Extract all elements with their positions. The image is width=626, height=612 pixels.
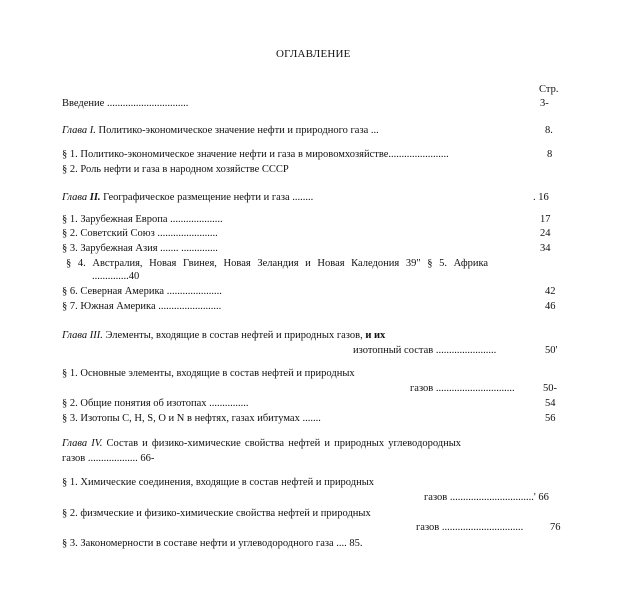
- toc-ch2-section-1-page: 17: [540, 214, 551, 225]
- toc-ch4-section-1: § 1. Химические соединения, входящие в состав нефтей и природных: [62, 477, 375, 488]
- page-title: ОГЛАВЛЕНИЕ: [276, 48, 351, 60]
- toc-intro: Введение ...............................: [62, 98, 189, 109]
- toc-ch3-section-2-page: 54: [545, 398, 556, 409]
- toc-intro-page: 3-: [540, 98, 549, 109]
- toc-chapter-4: Глава IV. Состав и физико-химические свойства нефтей и природных углеводородных: [62, 438, 462, 449]
- toc-chapter-4-line-2: газов ................... 66-: [62, 453, 155, 464]
- toc-chapter-3-page: 50': [545, 345, 558, 356]
- toc-ch2-section-6-page: 42: [545, 286, 556, 297]
- toc-chapter-2: Глава II. Географическое размещение нефти и газа ........: [62, 192, 314, 203]
- toc-ch2-section-7: § 7. Южная Америка ........................: [62, 301, 222, 312]
- toc-ch4-section-2: § 2. физмческие и физико-химические свойства нефтей и природных: [62, 508, 371, 519]
- toc-ch3-section-2: § 2. Общие понятия об изотопах ...............: [62, 398, 249, 409]
- toc-ch2-section-3: § 3. Зарубежная Азия ....... ..............: [62, 243, 218, 254]
- toc-ch1-section-1: § 1. Политико-экономическое значение нефти и газа в мировомхозяйстве.......................: [62, 149, 449, 160]
- toc-ch3-section-1-page: 50-: [543, 383, 557, 394]
- toc-ch2-section-7-page: 46: [545, 301, 556, 312]
- toc-ch3-section-1-line-2: газов ..............................: [410, 383, 515, 394]
- toc-ch2-section-6: § 6. Северная Америка .....................: [62, 286, 222, 297]
- toc-chapter-3: Глава III. Элементы, входящие в состав нефтей и природных газов, и их: [62, 330, 386, 341]
- toc-ch4-section-1-line-2: газов ................................' 66: [424, 492, 549, 503]
- toc-chapter-2-page: . 16: [533, 192, 549, 203]
- toc-ch2-section-3-page: 34: [540, 243, 551, 254]
- toc-ch2-section-4: § 4. Австралия, Новая Гвинея, Новая Зеландия и Новая Каледония 39" § 5. Африка: [66, 258, 489, 269]
- toc-ch2-section-2: § 2. Советский Союз .......................: [62, 228, 218, 239]
- toc-chapter-1: Глава I. Политико-экономическое значение нефти и природного газа ...: [62, 125, 379, 136]
- toc-chapter-3-line-2: изотопный состав .......................: [353, 345, 497, 356]
- toc-ch1-section-2: § 2. Роль нефти и газа в народном хозяйстве СССР: [62, 164, 289, 175]
- toc-ch2-section-1: § 1. Зарубежная Европа ....................: [62, 214, 223, 225]
- toc-ch2-section-4-continued: ..............40: [92, 271, 140, 282]
- toc-ch4-section-2-page: 76: [550, 522, 561, 533]
- toc-ch4-section-2-line-2: газов ...............................: [416, 522, 524, 533]
- toc-ch2-section-2-page: 24: [540, 228, 551, 239]
- toc-ch4-section-3: § 3. Закономерности в составе нефти и углеводородного газа .... 85.: [62, 538, 363, 549]
- toc-chapter-1-page: 8.: [545, 125, 553, 136]
- toc-ch1-section-1-page: 8: [547, 149, 553, 160]
- toc-ch3-section-3-page: 56: [545, 413, 556, 424]
- toc-ch3-section-1: § 1. Основные элементы, входящие в состав нефтей и природных: [62, 368, 355, 379]
- toc-ch3-section-3: § 3. Изотопы С, Н, S, О и N в нефтях, газах ибитумах .......: [62, 413, 321, 424]
- page-column-header: Стр.: [539, 84, 559, 95]
